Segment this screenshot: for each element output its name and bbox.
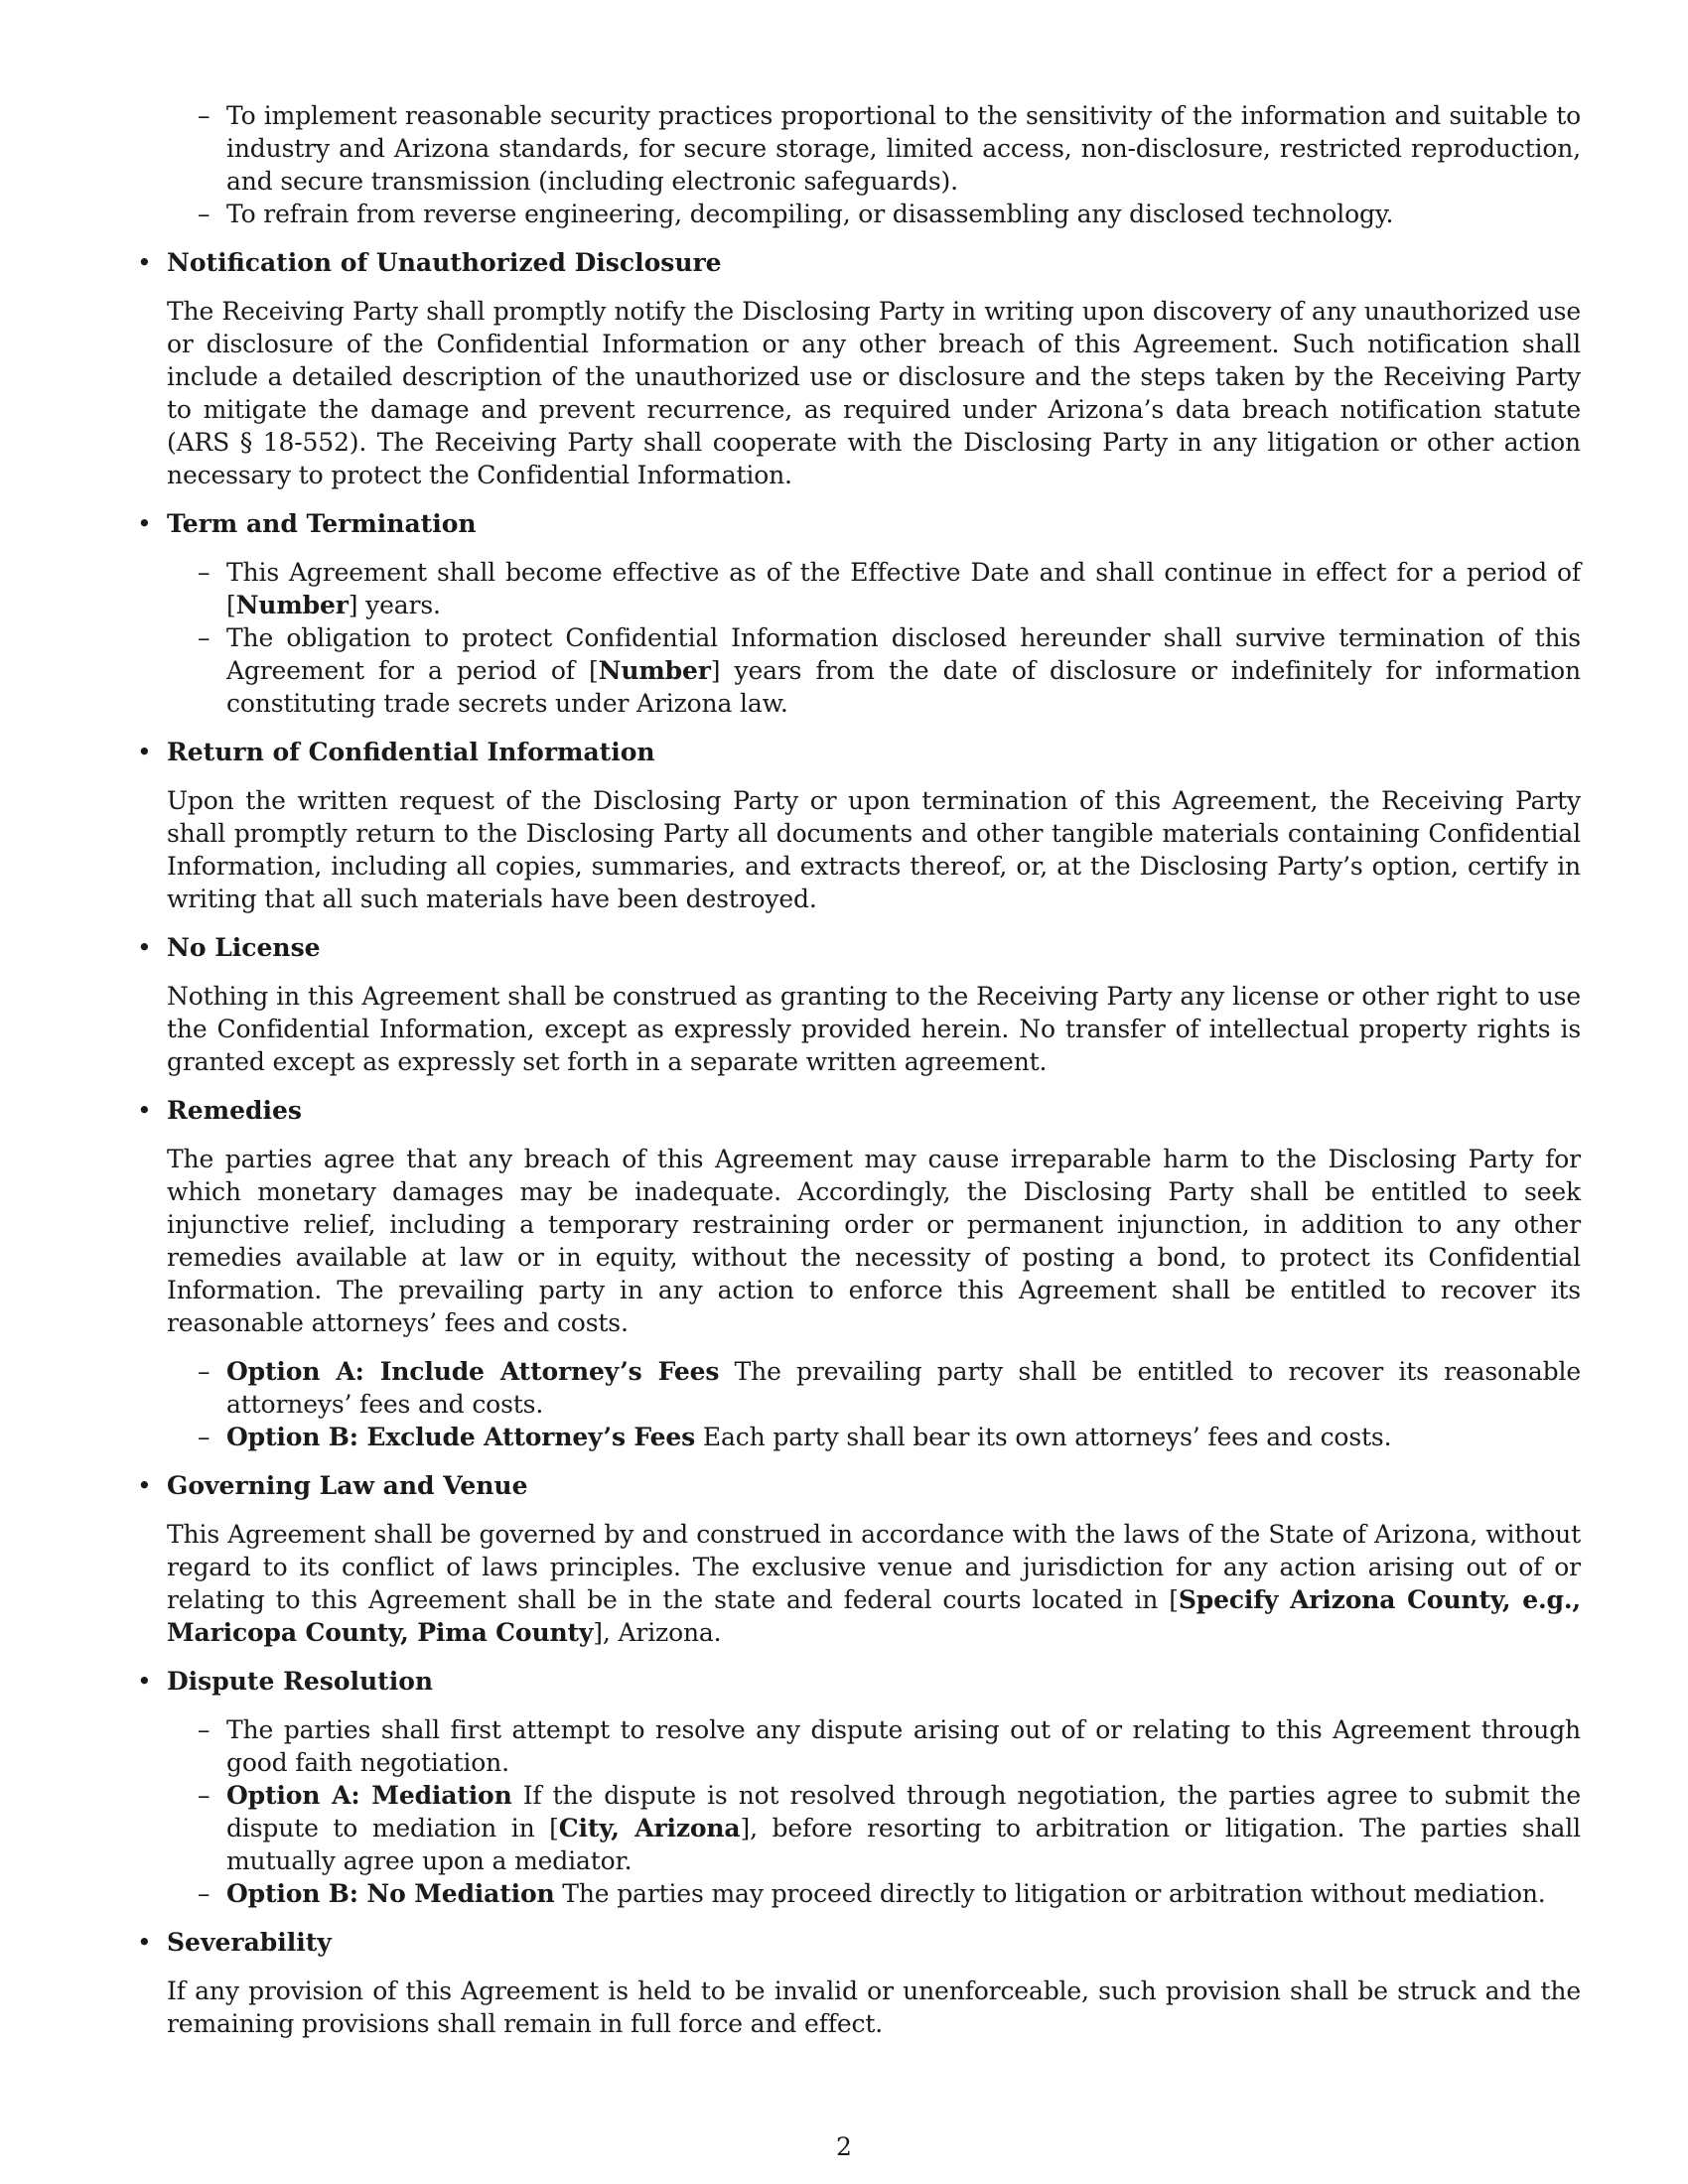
bullet-marker: • xyxy=(137,933,152,962)
section-heading xyxy=(137,931,1581,964)
list-item xyxy=(167,99,1581,198)
heading-text: Return of Confidential Information xyxy=(167,738,655,766)
section-body xyxy=(167,1518,1581,1649)
term-item-1-post: ] years. xyxy=(348,591,441,619)
section-dispute xyxy=(137,1665,1581,1910)
body-pre: This Agreement shall be governed by and construed in accordance with the laws of the State of Arizona, without regard to its conflict of laws principles. The exclusive venue and jurisdiction for any action arising out of or relating to this Agreement shall be in the state and federal courts located in [ xyxy=(167,1520,1581,1614)
list-item xyxy=(167,1713,1581,1779)
placeholder-county: Specify Arizona County, e.g., Maricopa County, Pima County xyxy=(167,1585,1581,1647)
term-item-1-pre: This Agreement shall become effective as of the Effective Date and shall continue in effect for a period of [ xyxy=(226,558,1581,619)
heading-text: Term and Termination xyxy=(167,509,477,538)
section-body: Upon the written request of the Disclosing Party or upon termination of this Agreement, the Receiving Party shall promptly return to the Disclosing Party all documents and other tangible materials containing Confidential Information, including all copies, summaries, and extracts thereof, or, at the Disclosing Party’s option, certify in writing that all such materials have been destroyed. xyxy=(167,786,1581,913)
term-list xyxy=(167,556,1581,720)
option-text-post: ], before resorting to arbitration or litigation. The parties shall mutually agree upon a mediator. xyxy=(226,1814,1581,1875)
option-label: Option A: Include Attorney’s Fees xyxy=(226,1357,720,1386)
placeholder-number: Number xyxy=(598,656,711,685)
heading-text: Remedies xyxy=(167,1096,302,1125)
heading-text: Dispute Resolution xyxy=(167,1667,434,1696)
page-number: 2 xyxy=(836,2132,852,2161)
section-body: Nothing in this Agreement shall be construed as granting to the Receiving Party any license or other right to use the Confidential Information, except as expressly provided herein. No transfer of intellectual property rights is granted except as expressly set forth in a separate written agreement. xyxy=(167,982,1581,1076)
body-post: ], Arizona. xyxy=(593,1618,722,1647)
option-label: Option B: No Mediation xyxy=(226,1879,555,1908)
dispute-item-1: The parties shall first attempt to resolve any dispute arising out of or relating to this Agreement through good faith negotiation. xyxy=(226,1715,1581,1777)
section-notification xyxy=(137,246,1581,491)
option-text: The prevailing party shall be entitled to recover its reasonable attorneys’ fees and costs. xyxy=(226,1357,1581,1419)
bullet-marker: • xyxy=(137,1471,152,1500)
placeholder-number: Number xyxy=(235,591,349,619)
option-label: Option A: Mediation xyxy=(226,1781,512,1810)
section-no-license xyxy=(137,931,1581,1078)
dash-marker: – xyxy=(198,101,211,130)
list-item xyxy=(167,1779,1581,1877)
dash-marker: – xyxy=(198,1781,211,1810)
dash-marker: – xyxy=(198,1715,211,1744)
dash-marker: – xyxy=(198,200,211,228)
list-item xyxy=(167,556,1581,621)
heading-text: No License xyxy=(167,933,321,962)
term-item-2-post: ] years from the date of disclosure or indefinitely for information constituting trade secrets under Arizona law. xyxy=(226,656,1581,718)
dash-marker: – xyxy=(198,623,211,652)
list-item xyxy=(167,1355,1581,1421)
section-return xyxy=(137,736,1581,915)
dispute-list xyxy=(167,1713,1581,1910)
option-text: Each party shall bear its own attorneys’ fees and costs. xyxy=(695,1423,1392,1451)
bullet-marker: • xyxy=(137,1096,152,1125)
section-governing-law xyxy=(137,1469,1581,1649)
dash-marker: – xyxy=(198,1357,211,1386)
document-page xyxy=(137,99,1581,2040)
section-heading xyxy=(137,1926,1581,1959)
section-heading xyxy=(137,736,1581,768)
section-body: The Receiving Party shall promptly notify the Disclosing Party in writing upon discovery of any unauthorized use or disclosure of the Confidential Information or any other breach of this Agreement. Such notification shall include a detailed description of the unauthorized use or disclosure and the steps taken by the Receiving Party to mitigate the damage and prevent recurrence, as required under Arizona’s data breach notification statute (ARS § 18-552). The Receiving Party shall cooperate with the Disclosing Party in any litigation or other action necessary to protect the Confidential Information. xyxy=(167,297,1581,489)
bullet-marker: • xyxy=(137,1667,152,1696)
placeholder-city: City, Arizona xyxy=(558,1814,741,1843)
list-item xyxy=(167,198,1581,230)
section-severability xyxy=(137,1926,1581,2040)
bullet-marker: • xyxy=(137,248,152,277)
section-body: The parties agree that any breach of this Agreement may cause irreparable harm to the Disclosing Party for which monetary damages may be inadequate. Accordingly, the Disclosing Party shall be entitled to seek injunctive relief, including a temporary restraining order or permanent injunction, in addition to any other remedies available at law or in equity, without the necessity of posting a bond, to protect its Confidential Information. The prevailing party in any action to enforce this Agreement shall be entitled to recover its reasonable attorneys’ fees and costs. xyxy=(167,1145,1581,1337)
option-text-pre: If the dispute is not resolved through negotiation, the parties agree to submit the dispute to mediation in [ xyxy=(226,1781,1581,1843)
term-item-2-pre: The obligation to protect Confidential Information disclosed hereunder shall survive termination of this Agreement for a period of [ xyxy=(226,623,1581,685)
heading-text: Severability xyxy=(167,1928,332,1957)
carryover-item-2: To refrain from reverse engineering, decompiling, or disassembling any disclosed technology. xyxy=(226,200,1394,228)
dash-marker: – xyxy=(198,1879,211,1908)
dash-marker: – xyxy=(198,558,211,587)
bullet-marker: • xyxy=(137,1928,152,1957)
section-heading xyxy=(137,507,1581,540)
list-item xyxy=(167,1421,1581,1453)
list-item xyxy=(167,1877,1581,1910)
list-item xyxy=(167,621,1581,720)
carryover-list xyxy=(167,99,1581,230)
remedies-options xyxy=(167,1355,1581,1453)
option-text: The parties may proceed directly to litigation or arbitration without mediation. xyxy=(554,1879,1546,1908)
bullet-marker: • xyxy=(137,509,152,538)
section-remedies xyxy=(137,1094,1581,1453)
option-label: Option B: Exclude Attorney’s Fees xyxy=(226,1423,696,1451)
section-heading xyxy=(137,246,1581,279)
carryover-item-1: To implement reasonable security practices proportional to the sensitivity of the information and suitable to industry and Arizona standards, for secure storage, limited access, non-disclosure, restricted reproduction, and secure transmission (including electronic safeguards). xyxy=(226,101,1581,196)
bullet-marker: • xyxy=(137,738,152,766)
section-heading xyxy=(137,1094,1581,1127)
heading-text: Governing Law and Venue xyxy=(167,1471,528,1500)
section-term xyxy=(137,507,1581,720)
section-body: If any provision of this Agreement is held to be invalid or unenforceable, such provision shall be struck and the remaining provisions shall remain in full force and effect. xyxy=(167,1977,1581,2038)
heading-text: Notification of Unauthorized Disclosure xyxy=(167,248,722,277)
section-heading xyxy=(137,1469,1581,1502)
section-heading xyxy=(137,1665,1581,1698)
dash-marker: – xyxy=(198,1423,211,1451)
